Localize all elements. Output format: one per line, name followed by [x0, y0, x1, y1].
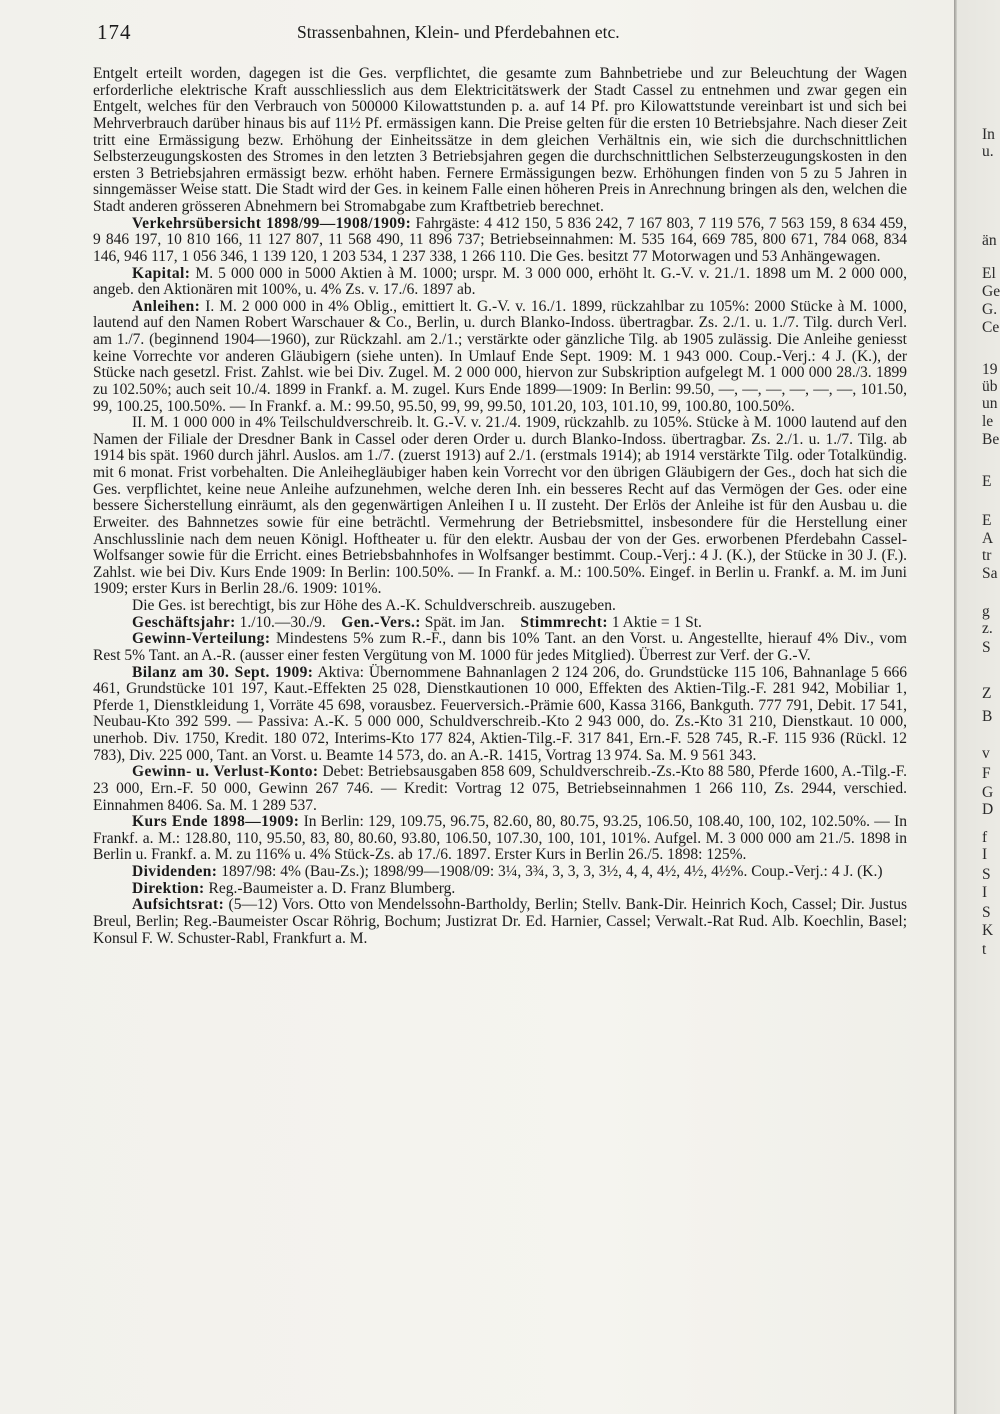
paragraph-fiscal-year: Geschäftsjahr: 1./10.—30./9. Gen.-Vers.: Spät. im Jan. Stimmrecht: 1 Aktie = 1 St.	[132, 613, 702, 631]
adjacent-page-fragment: t	[982, 941, 987, 958]
running-title: Strassenbahnen, Klein- und Pferdebahnen etc.	[297, 22, 620, 42]
adjacent-page-fragment: E	[982, 473, 992, 490]
section-label: Aufsichtsrat:	[132, 896, 225, 914]
adjacent-page-fragment: E	[982, 512, 992, 529]
paragraph-share-prices: Kurs Ende 1898—1909: In Berlin: 129, 109.75, 96.75, 82.60, 80, 80.75, 93.25, 106.50, 108.40, 100, 102, 102.50%. — In Frankf. a. M.: 128.80, 110, 95.50, 83, 80, 80.60, 93.80, 106.50, 107.30, 100, 101, 101%. Aufgel. M. 3 000 000 am 21./5. 1898 in Berlin u. Frankf. a. M. zu 116% u. 4% Stück-Zs. ab 17./6. 1897. Erster Kurs in Berlin 26./5. 1898: 125%.	[93, 813, 907, 864]
adjacent-page-fragment: Sa	[982, 565, 998, 582]
section-label: Direktion:	[132, 879, 205, 897]
section-label: Anleihen:	[132, 297, 201, 315]
adjacent-page-fragment: El	[982, 265, 996, 282]
book-gutter	[954, 0, 957, 1414]
adjacent-page-fragment: S	[982, 866, 991, 883]
section-label: Gen.-Vers.:	[341, 613, 421, 631]
adjacent-page-fragment: Ce	[982, 319, 1000, 336]
section-label: Stimmrecht:	[520, 613, 608, 631]
paragraph-balance-sheet: Bilanz am 30. Sept. 1909: Aktiva: Übernommene Bahnanlagen 2 124 206, do. Grundstücke 115 106, Bahnanlage 5 666 461, Grundstücke 101 197, Kaut.-Effekten 25 028, Dienstkautionen 10 000, Effekten des Aktien-Tilg.-F. 281 942, Mobiliar 1, Pferde 1, Dienstkleidung 1, Vorräte 45 698, vorausbez. Feuerversich.-Prämie 600, Kassa 3166, Bankguth. 777 791, Debit. 17 541, Neubau-Kto 392 599. — Passiva: A.-K. 5 000 000, Schuldverschreib.-Kto 2 943 000, do. Zs.-Kto 31 210, Dienstkaut. 10 000, unerhob. Div. 1750, Kredit. 180 072, Interims-Kto 177 824, Aktien-Tilg.-F. 317 841, Ern.-F. 528 745, R.-F. 115 936 (Rückl. 12 783), Div. 225 000, Tant. an Vorst. u. Beamte 14 573, do. an A.-R. 1415, Vortrag 13 974. Sa. M. 9 561 343.	[93, 663, 907, 764]
paragraph-board: Direktion: Reg.-Baumeister a. D. Franz Blumberg.	[132, 879, 456, 897]
adjacent-page-fragment: 19	[982, 361, 998, 378]
adjacent-page-fragment: le	[982, 413, 994, 430]
paragraph-profit-distribution: Gewinn-Verteilung: Mindestens 5% zum R.-F., dann bis 10% Tant. an den Vorst. u. Angestellte, hierauf 4% Div., vom Rest 5% Tant. an A.-R. (ausser einer festen Vergütung von M. 1000 für jedes Mitglied). Überrest zur Verf. der G.-V.	[93, 630, 907, 664]
adjacent-page-fragment: I	[982, 846, 988, 863]
paragraph-supervisory-board: Aufsichtsrat: (5—12) Vors. Otto von Mendelssohn-Bartholdy, Berlin; Stellv. Bank-Dir. Heinrich Koch, Cassel; Dir. Justus Breul, Berlin; Reg.-Baumeister Oscar Röhrig, Bochum; Justizrat Dr. Ed. Harnier, Cassel; Verwalt.-Rat Rud. Alb. Koechlin, Basel; Konsul F. W. Schuster-Rabl, Frankfurt a. M.	[93, 896, 907, 947]
section-label: Bilanz am 30. Sept. 1909:	[132, 663, 314, 681]
adjacent-page-fragment: z.	[982, 620, 993, 637]
adjacent-page-fragment: S	[982, 904, 991, 921]
paragraph-bond-right: Die Ges. ist berechtigt, bis zur Höhe des A.-K. Schuldverschreib. auszugeben.	[132, 597, 616, 614]
paragraph-electricity-contract: Entgelt erteilt worden, dagegen ist die Ges. verpflichtet, die gesamte zum Bahnbetriebe und zur Beleuchtung der Wagen erforderliche elektrische Kraft ausschliesslich aus dem Elektricitätswerk der Stadt Cassel zu entnehmen und zwar gegen ein Entgelt, welches für den Verbrauch von 500000 Kilowattstunden p. a. auf 14 Pf. pro Kilowattstunde vereinbart ist und sich bei Mehrverbrauch darüber hinaus bis auf 11½ Pf. ermässigen kann. Die Preise gelten für die ersten 10 Betriebsjahre. Nach dieser Zeit tritt eine Ermässigung bezw. Erhöhung der Einheitssätze in dem gleichen Verhältnis ein, wie sich die durchschnittlichen Selbsterzeugungskosten des Stromes in den letzten 3 Betriebsjahren gegen die durchschnittlichen Selbsterzeugungskosten in den ersten 3 Betriebsjahren ermässigt bezw. erhöht haben. Fernere Ermässigungen bezw. Erhöhungen finden von 5 zu 5 Jahren in sinngemässer Weise statt. Die Stadt wird der Ges. in keinem Falle einen höheren Preis in Anrechnung bringen als den, welchen die Stadt anderen grösseren Abnehmern bei Stromabgabe zum Kraftbetrieb berechnet.	[93, 65, 907, 215]
adjacent-page-fragment: A	[982, 530, 994, 547]
page-header	[97, 20, 907, 46]
adjacent-page-fragment: In	[982, 126, 995, 143]
body-text	[93, 66, 907, 947]
paragraph-traffic-overview: Verkehrsübersicht 1898/99—1908/1909: Fahrgäste: 4 412 150, 5 836 242, 7 167 803, 7 119 576, 7 563 159, 8 634 459, 9 846 197, 10 810 166, 11 127 807, 11 568 490, 11 896 737; Betriebseinnahmen: M. 535 164, 669 785, 800 671, 784 068, 834 146, 946 117, 1 056 346, 1 139 120, 1 203 534, 1 237 338, 1 266 110. Die Ges. besitzt 77 Motorwagen und 53 Anhängewagen.	[93, 214, 907, 265]
adjacent-page-fragment: v	[982, 745, 990, 762]
adjacent-page-fragment: Be	[982, 431, 1000, 448]
paragraph-loans-i: Anleihen: I. M. 2 000 000 in 4% Oblig., emittiert lt. G.-V. v. 16./1. 1899, rückzahlbar zu 105%: 2000 Stücke à M. 1000, lautend auf den Namen Robert Warschauer & Co., Berlin, u. durch Blanko-Indoss. übertragbar. Zs. 2./1. u. 1./7. Tilg. durch Verl. am 1./7. (beginnend 1904—1960), zur Rückzahl. am 2./1.; verstärkte oder gänzliche Tilg. ab 1905 zulässig. Die Anleihe geniesst keine Vorrechte vor anderen Gläubigern (siehe unten). In Umlauf Ende Sept. 1909: M. 1 943 000. Coup.-Verj.: 4 J. (K.), der Stücke nach gesetzl. Frist. Zahlst. wie bei Div. Zugel. M. 2 000 000, hiervon zur Subskription aufgelegt M. 1 000 000 28./3. 1899 zu 102.50%; auch seit 10./4. 1899 in Frankf. a. M. zugel. Kurs Ende 1899—1909: In Berlin: 99.50, —, —, —, —, —, —, 101.50, 99, 100.25, 100.50%. — In Frankf. a. M.: 99.50, 95.50, 99, 99, 99.50, 101.20, 103, 101.10, 99, 100.80, 100.50%.	[93, 297, 907, 415]
adjacent-page-fragment: un	[982, 395, 998, 412]
section-label: Gewinn-Verteilung:	[132, 630, 271, 648]
adjacent-page-fragment: S	[982, 639, 991, 656]
adjacent-page-fragment: G.	[982, 301, 998, 318]
adjacent-page-fragment: Z	[982, 685, 992, 702]
adjacent-page-fragment: än	[982, 232, 997, 249]
page-number: 174	[97, 20, 132, 44]
adjacent-page-fragment: üb	[982, 378, 998, 395]
paragraph-loans-ii: II. M. 1 000 000 in 4% Teilschuldverschreib. lt. G.-V. v. 21./4. 1909, rückzahlb. zu 105%. Stücke à M. 1000 lautend auf den Namen der Filiale der Dresdner Bank in Cassel oder deren Order u. durch Blanko-Indoss. übertragbar. Zs. 2./1. u. 1./7. Tilg. ab 1914 bis spät. 1960 durch jährl. Auslos. am 1./7. (zuerst 1913) auf 2./1. (erstmals 1914); ab 1914 verstärkte Tilg. oder Totalkündig. mit 6 monat. Frist vorbehalten. Die Anleihegläubiger haben kein Vorrecht vor den übrigen Gläubigern der Ges., doch hat sich die Ges. verpflichtet, keine neue Anleihe aufzunehmen, welche deren Inh. ein besseres Recht auf das Vermögen der Ges. oder eine bessere Sicherstellung einräumt, als den gegenwärtigen Anleihen I u. II zusteht. Der Erlös der Anleihe ist für den Ausbau u. die Erweiter. des Bahnnetzes sowie für eine beträchtl. Vermehrung der Betriebsmittel, insbesondere für die Herstellung einer Anschlusslinie nach dem neuen Königl. Hoftheater u. für den elektr. Ausbau der von der Ges. erworbenen Pferdebahn Cassel-Wolfsanger sowie für die Erricht. eines Betriebsbahnhofes in Wolfsanger bestimmt. Coup.-Verj.: 4 J. (K.), der Stücke in 30 J. (F.). Zahlst. wie bei Div. Kurs Ende 1909: In Berlin: 100.50%. — In Frankf. a. M.: 100.50%. Eingef. in Berlin u. Frankf. a. M. im Juni 1909; erster Kurs in Berlin 28./6. 1909: 101%.	[93, 414, 907, 598]
section-label: Kapital:	[132, 264, 191, 282]
adjacent-page-fragment: B	[982, 708, 993, 725]
paragraph-capital: Kapital: M. 5 000 000 in 5000 Aktien à M. 1000; urspr. M. 3 000 000, erhöht lt. G.-V. v. 21./1. 1898 um M. 2 000 000, angeb. den Aktionären mit 100%, u. 4% Zs. v. 17./6. 1897 ab.	[93, 264, 907, 299]
section-label: Kurs Ende 1898—1909:	[132, 813, 300, 831]
adjacent-page-fragment: Ge	[982, 283, 1000, 300]
section-label: Verkehrsübersicht 1898/99—1908/1909:	[132, 214, 412, 232]
adjacent-page-fragment: F	[982, 765, 991, 782]
adjacent-page-fragment: g	[982, 603, 990, 620]
section-label: Geschäftsjahr:	[132, 613, 236, 631]
adjacent-page-fragment: u.	[982, 143, 994, 160]
adjacent-page-fragment: D	[982, 801, 994, 818]
section-label: Gewinn- u. Verlust-Konto:	[132, 763, 319, 781]
adjacent-page-edge	[954, 0, 1000, 1414]
adjacent-page-fragment: tr	[982, 547, 992, 564]
adjacent-page-fragment: f	[982, 829, 988, 846]
adjacent-page-fragment: K	[982, 922, 994, 939]
paragraph-profit-loss: Gewinn- u. Verlust-Konto: Debet: Betriebsausgaben 858 609, Schuldverschreib.-Zs.-Kto 88 580, Pferde 1600, A.-Tilg.-F. 23 000, Ern.-F. 50 000, Gewinn 267 746. — Kredit: Vortrag 12 075, Betriebseinnahmen 1 266 110, Zs. 2944, verschied. Einnahmen 8406. Sa. M. 1 289 537.	[93, 763, 908, 814]
paragraph-dividends: Dividenden: 1897/98: 4% (Bau-Zs.); 1898/99—1908/09: 3¼, 3¾, 3, 3, 3, 3½, 4, 4, 4½, 4½, 4½%. Coup.-Verj.: 4 J. (K.)	[132, 863, 883, 880]
adjacent-page-fragment: I	[982, 884, 988, 901]
section-label: Dividenden:	[132, 863, 218, 880]
adjacent-page-fragment: G	[982, 784, 994, 801]
